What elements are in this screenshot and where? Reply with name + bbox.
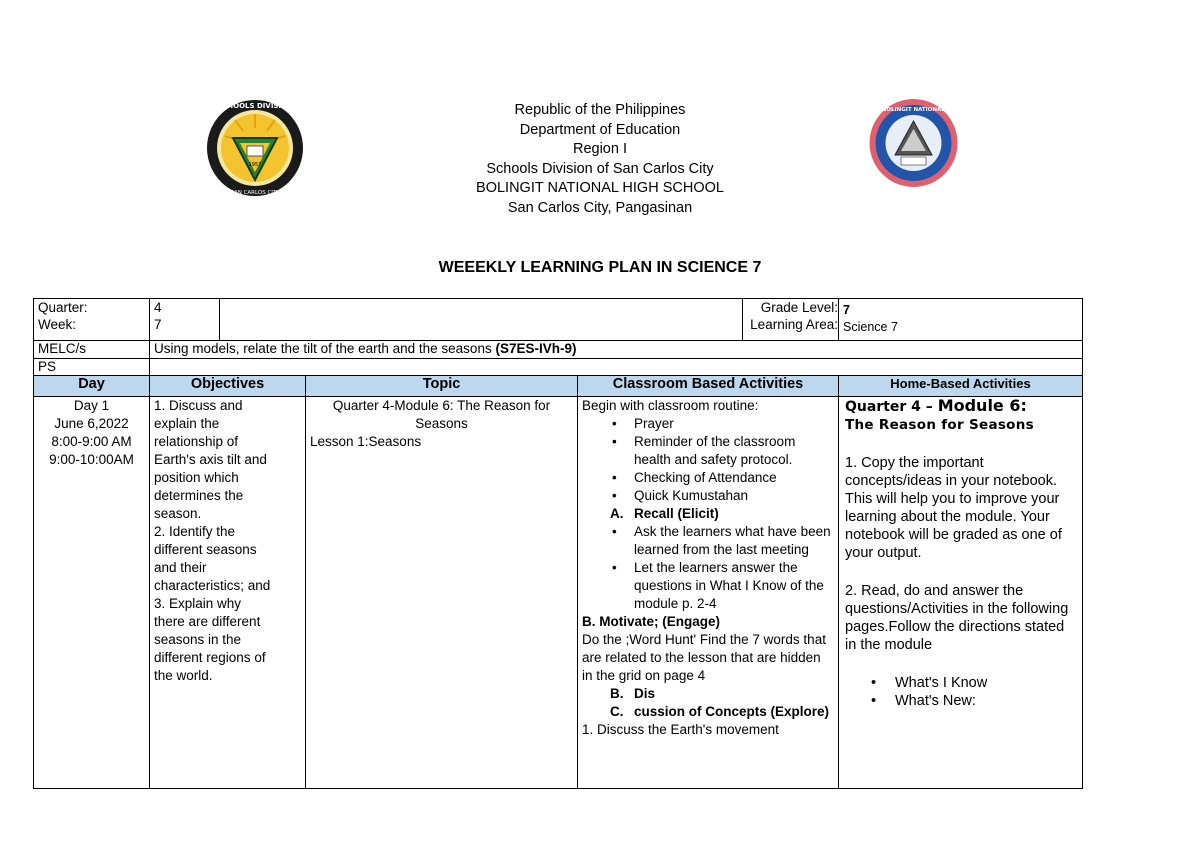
dis-mark: B. [610, 686, 624, 701]
col-home: Home-Based Activities [839, 376, 1083, 397]
col-classroom: Classroom Based Activities [578, 376, 839, 397]
objective-line: relationship of [154, 434, 239, 449]
svg-text:BOLINGIT NATIONAL: BOLINGIT NATIONAL [882, 107, 945, 113]
recall-heading: Recall (Elicit) [634, 506, 719, 521]
topic-module: Quarter 4-Module 6: The Reason for Seasons [332, 398, 551, 431]
cussion-mark: C. [610, 704, 624, 719]
recall-mark: A. [610, 506, 624, 521]
discussion-heading-list [582, 685, 834, 721]
objective-line: different regions of [154, 650, 266, 665]
recall-heading-list [582, 505, 834, 523]
objective-line: seasons in the [154, 632, 242, 647]
header-line-division: Schools Division of San Carlos City [486, 160, 714, 177]
day-label: Day 1 [73, 398, 110, 413]
quarter-label: Quarter: [38, 300, 88, 315]
ps-label: PS [34, 359, 150, 376]
quarter-week-labels [34, 299, 150, 341]
objective-line: explain the [154, 416, 220, 431]
col-day: Day [34, 376, 150, 397]
home-bullet-list [845, 674, 1078, 710]
objective-line: the world. [154, 668, 213, 683]
melc-label: MELC/s [34, 341, 150, 359]
recall-item: • Ask the learners what have been learned from the last meeting [634, 523, 834, 559]
objective-line: there are different [154, 614, 261, 629]
objective-line: 2. Identify the [154, 524, 236, 539]
objective-line: Earth's axis tilt and [154, 452, 267, 467]
learning-area-label: Learning Area: [750, 317, 838, 332]
classroom-activities-cell [578, 397, 839, 789]
learning-plan-table [33, 298, 1083, 789]
objective-line: determines the [154, 488, 244, 503]
objective-line: 3. Explain why [154, 596, 242, 611]
grade-level-value: 7 [843, 303, 850, 317]
day-cell [34, 397, 150, 789]
column-header-row [34, 376, 1083, 397]
objective-line: and their [154, 560, 207, 575]
ps-value [150, 359, 1083, 376]
day-1-row [34, 397, 1083, 789]
home-subheading: The Reason for Seasons [845, 417, 1035, 433]
day-date: June 6,2022 [54, 416, 129, 431]
routine-item: • Quick Kumustahan [634, 487, 834, 505]
day-time-1: 8:00-9:00 AM [51, 434, 132, 449]
grade-area-values [839, 299, 1083, 341]
objective-line: different seasons [154, 542, 257, 557]
melc-code: (S7ES-IVh-9) [495, 341, 577, 356]
topic-lesson: Lesson 1:Seasons [310, 434, 422, 449]
home-heading [845, 397, 1078, 416]
recall-item: • Let the learners answer the questions in What I Know of the module p. 2-4 [634, 559, 834, 613]
topic-cell [306, 397, 578, 789]
routine-item: • Reminder of the classroom health and safety protocol. [634, 433, 834, 469]
header-line-deped: Department of Education [519, 121, 681, 138]
svg-text:SCHOOLS DIVISION: SCHOOLS DIVISION [217, 102, 293, 110]
objective-line: season. [154, 506, 202, 521]
home-item-2: 2. Read, do and answer the questions/Activities in the following pages.Follow the directions stated in the module [845, 583, 1069, 653]
motivate-text: Do the ;Word Hunt' Find the 7 words that are related to the lesson that are hidden in the grid on page 4 [582, 632, 826, 683]
discuss-movement-line: 1. Discuss the Earth's movement [582, 722, 779, 737]
svg-text:SAN CARLOS CITY: SAN CARLOS CITY [230, 190, 280, 196]
cussion-heading: cussion of Concepts (Explore) [634, 704, 830, 719]
day-time-2: 9:00-10:00AM [49, 452, 134, 467]
col-topic: Topic [306, 376, 578, 397]
header-line-region: Region I [572, 141, 627, 157]
blank-cell [220, 299, 743, 341]
home-bullet: • What's New: [895, 692, 1078, 710]
home-bullet: • What's I Know [895, 674, 1078, 692]
schools-division-logo [205, 98, 305, 198]
routine-intro: Begin with classroom routine: [582, 398, 759, 413]
home-activities-cell [839, 397, 1083, 789]
recall-list [582, 523, 834, 613]
dis-heading: Dis [634, 686, 656, 701]
school-logo [866, 93, 961, 193]
header-line-school: BOLINGIT NATIONAL HIGH SCHOOL [476, 180, 724, 196]
routine-item: • Prayer [634, 415, 834, 433]
learning-area-value: Science 7 [843, 320, 898, 334]
home-item-1: 1. Copy the important concepts/ideas in your notebook. This will help you to improve your learning about the module. Your notebook will be graded as one of your output. [845, 455, 1062, 561]
quarter-value: 4 [154, 300, 162, 315]
objective-line: 1. Discuss and [154, 398, 243, 413]
header-line-address: San Carlos City, Pangasinan [507, 199, 693, 216]
week-label: Week: [38, 317, 77, 332]
svg-text:1957: 1957 [248, 162, 262, 168]
grade-level-label: Grade Level: [760, 300, 838, 315]
melc-text: Using models, relate the tilt of the earth and the seasons [154, 341, 496, 356]
home-heading-prefix: Quarter 4 – [845, 399, 938, 415]
melc-row [34, 341, 1083, 359]
objective-line: position which [154, 470, 239, 485]
week-value: 7 [154, 317, 162, 332]
home-heading-module: Module 6: [937, 396, 1027, 415]
quarter-week-values [150, 299, 220, 341]
objective-line: characteristics; and [154, 578, 271, 593]
letterhead [350, 101, 850, 218]
routine-item: • Checking of Attendance [634, 469, 834, 487]
routine-list [582, 415, 834, 505]
ps-row [34, 359, 1083, 376]
grade-area-labels [743, 299, 839, 341]
quarter-week-row [34, 299, 1083, 341]
melc-cell [150, 341, 1083, 359]
header-line-republic: Republic of the Philippines [514, 102, 686, 118]
motivate-heading: B. Motivate; (Engage) [582, 614, 721, 629]
col-objectives: Objectives [150, 376, 306, 397]
objectives-cell [150, 397, 306, 789]
document-title: WEEEKLY LEARNING PLAN IN SCIENCE 7 [438, 259, 762, 276]
